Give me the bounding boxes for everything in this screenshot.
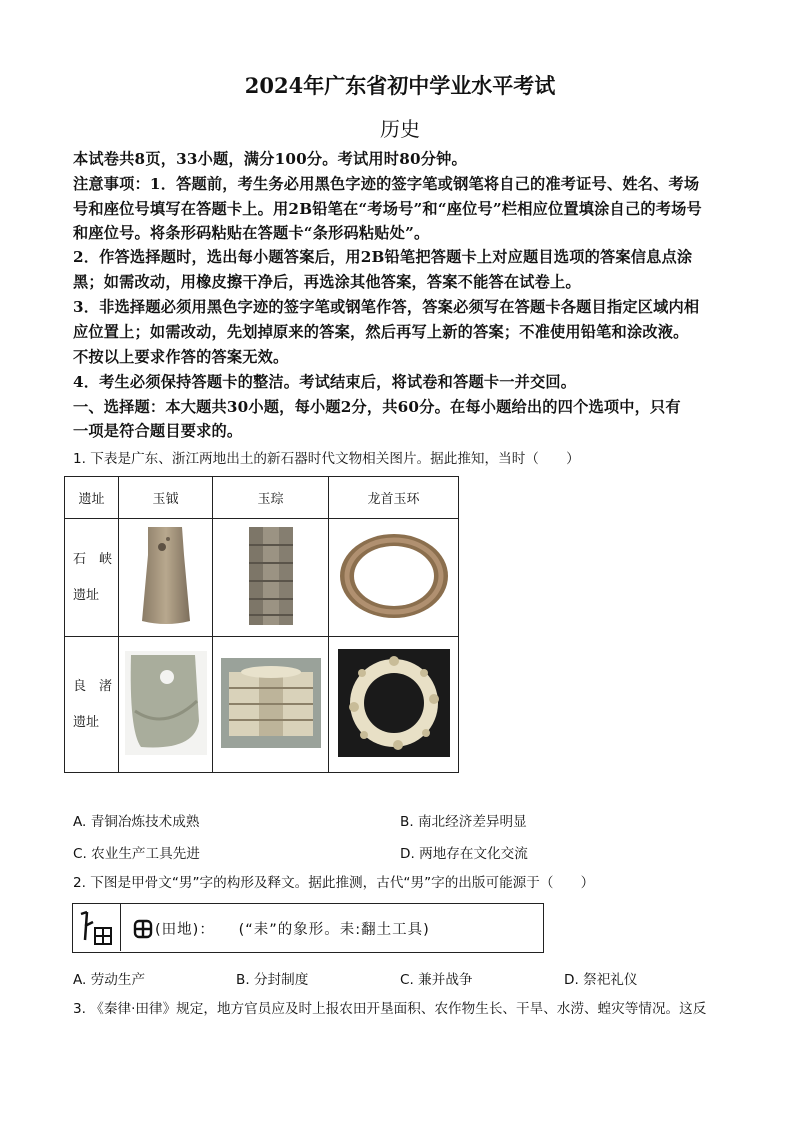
- table-header-dragon-ring: 龙首玉环: [329, 477, 459, 519]
- table-row-site-shixia: 石 峡 遗址: [65, 519, 119, 637]
- instruction-line: 不按以上要求作答的答案无效。: [73, 348, 289, 366]
- jade-axe-shixia-image: [119, 519, 213, 637]
- instruction-line: 应位置上；如需改动，先划掉原来的答案，然后再写上新的答案；不准使用铅笔和涂改液。: [73, 323, 689, 341]
- q1-option-c[interactable]: C. 农业生产工具先进: [73, 846, 200, 862]
- q2-option-a[interactable]: A. 劳动生产: [73, 972, 146, 988]
- instruction-line: 和座位号。将条形码粘贴在答题卡“条形码粘贴处”。: [73, 224, 430, 242]
- table-header-site: 遗址: [65, 477, 119, 519]
- table-row-site-liangzhu: 良 渚 遗址: [65, 637, 119, 773]
- jade-cong-liangzhu-image: [213, 637, 329, 773]
- instruction-line: 3．非选择题必须用黑色字迹的签字笔或钢笔作答，答案必须写在答题卡各题目指定区域内相: [73, 298, 700, 316]
- jade-cong-shixia-image: [213, 519, 329, 637]
- instruction-line: 注意事项：1．答题前，考生务必用黑色字迹的签字笔或钢笔将自己的准考证号、姓名、考场: [73, 175, 700, 193]
- oracle-bone-explanation: (田地)： (“耒”的象形。耒:翻土工具): [155, 922, 430, 938]
- exam-title: 2024年广东省初中学业水平考试: [244, 73, 556, 98]
- instruction-line: 4．考生必须保持答题卡的整洁。考试结束后，将试卷和答题卡一并交回。: [73, 373, 577, 391]
- question-3-stem: 3. 《秦律·田律》规定，地方官员应及时上报农田开垦面积、农作物生长、干旱、水涝、蝗灾等情况。这反: [73, 1001, 707, 1017]
- section-heading: 一、选择题：本大题共30小题，每小题2分，共60分。在每小题给出的四个选项中，只有: [73, 398, 681, 416]
- exam-subject: 历史: [380, 117, 420, 141]
- section-heading: 一项是符合题目要求的。: [73, 422, 243, 440]
- jade-axe-liangzhu-image: [119, 637, 213, 773]
- table-header-jade-cong: 玉琮: [213, 477, 329, 519]
- instruction-line: 2．作答选择题时，选出每小题答案后，用2B铅笔把答题卡上对应题目选项的答案信息点涂: [73, 248, 693, 266]
- q1-option-a[interactable]: A. 青铜冶炼技术成熟: [73, 814, 200, 830]
- relics-table: [64, 476, 459, 773]
- table-header-jade-axe: 玉钺: [119, 477, 213, 519]
- oracle-bone-nan-glyph-icon: [73, 904, 121, 951]
- question-1-stem: 1. 下表是广东、浙江两地出土的新石器时代文物相关图片。据此推知，当时（ ）: [73, 451, 580, 467]
- instruction-line: 本试卷共8页，33小题，满分100分。考试用时80分钟。: [73, 150, 467, 168]
- question-2-stem: 2. 下图是甲骨文“男”字的构形及释文。据此推测，古代“男”字的出版可能源于（ ）: [73, 875, 595, 891]
- q1-option-d[interactable]: D. 两地存在文化交流: [400, 846, 528, 862]
- q2-option-d[interactable]: D. 祭祀礼仪: [564, 972, 638, 988]
- q1-option-b[interactable]: B. 南北经济差异明显: [400, 814, 527, 830]
- q2-option-c[interactable]: C. 兼并战争: [400, 972, 473, 988]
- oracle-bone-character-box: [72, 903, 544, 953]
- q2-option-b[interactable]: B. 分封制度: [236, 972, 309, 988]
- dragon-ring-liangzhu-image: [329, 637, 459, 773]
- instruction-line: 黑；如需改动，用橡皮擦干净后，再选涂其他答案，答案不能答在试卷上。: [73, 273, 581, 291]
- instruction-line: 号和座位号填写在答题卡上。用2B铅笔在“考场号”和“座位号”栏相应位置填涂自己的考场号: [73, 200, 702, 218]
- dragon-ring-shixia-image: [329, 519, 459, 637]
- field-glyph-icon: [133, 919, 153, 939]
